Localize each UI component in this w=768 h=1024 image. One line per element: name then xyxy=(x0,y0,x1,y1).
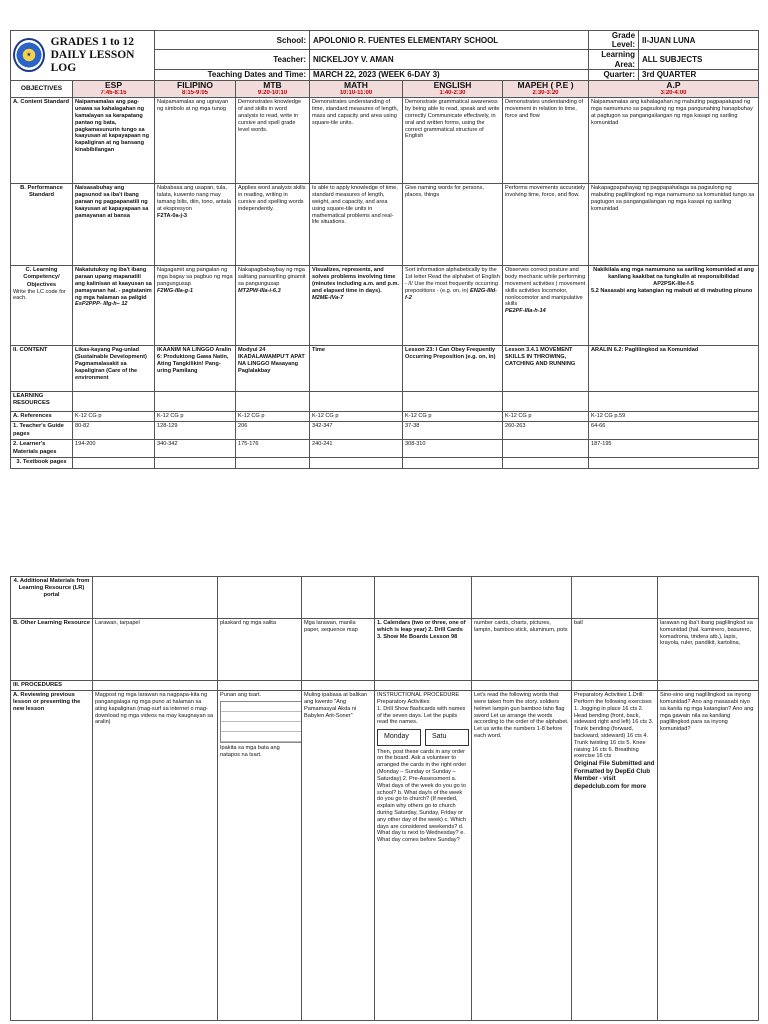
references-esp: K-12 CG p xyxy=(73,412,155,422)
content-standard-english: Demonstrate grammatical awareness by being able to read, speak and write correctly Communicate effectively, in oral and written forms, using the correct grammatical structure of English xyxy=(403,98,503,184)
content-filipino: IKAANIM NA LINGGO Aralin 6: Produktong Gawa Natin, Ating Tangkilikin! Pang-uring Pamilang xyxy=(155,346,236,392)
content-standard-mapeh: Demonstrates understanding of movement in relation to time, force and flow xyxy=(503,98,589,184)
row-label-procedures: III. PROCEDURES xyxy=(11,681,93,691)
competency-english xyxy=(403,266,503,346)
competency-mtb-text: Nakapagbabaybay ng mga salitang pansariling ginamit sa pangungusap xyxy=(238,267,306,288)
day-card-monday: Monday xyxy=(377,729,421,746)
lm-esp: 194-200 xyxy=(73,440,155,458)
content-esp: Likas-kayang Pag-unlad (Sustainable Development) Pagmamalasakit sa kapaligiran (Care of the environment xyxy=(73,346,155,392)
reviewing-mapeh xyxy=(572,691,658,1021)
competency-filipino-text: Nagagamit ang pangalan ng mga bagay sa pagbuo ng mga pangungusap xyxy=(157,267,233,288)
subject-english: ENGLISH xyxy=(403,80,503,90)
time-mtb: 9:20-10:10 xyxy=(236,90,310,98)
competency-math xyxy=(310,266,403,346)
content-standard-filipino: Naipamamalas ang ugnayan ng simbolo at ng mga tunog xyxy=(155,98,236,184)
subject-filipino: FILIPINO xyxy=(155,80,236,90)
time-ap: 3:20-4:00 xyxy=(589,90,759,98)
content-standard-ap: Naipamamalas ang kahalagahan ng mabuting pagpapatupad ng mga namumuno sa pagsulong ng mga pangunahing hanapbuhay at pagtugon sa pangangailangan ng mga kasapi ng sariling komunidad xyxy=(589,98,759,184)
competency-esp xyxy=(73,266,155,346)
competency-esp-code: EsP2PPP- IIIg-h– 12 xyxy=(75,301,128,308)
reviewing-math-head: INSTRUCTIONAL PROCEDURE xyxy=(377,692,460,699)
subject-mtb: MTB xyxy=(236,80,310,90)
content-ap: ARALIN 6.2: Paglilingkod sa Komunidad xyxy=(589,346,759,392)
grade-value: II-JUAN LUNA xyxy=(639,31,759,50)
tg-english: 37-38 xyxy=(403,422,503,440)
tg-math: 342-347 xyxy=(310,422,403,440)
content-standard-esp: Naipamamalas ang pag-unawa sa kahalagahan ng kamalayan sa karapatang pantao ng bata, pagkamasunurin tungo sa kaayusan at kapayapaan ng kapaligiran at ng bansang kinabibilangan xyxy=(73,98,155,184)
competency-label: C. Learning Competency/ Objectives xyxy=(23,267,60,288)
dates-value: MARCH 22, 2023 (WEEK 6-DAY 3) xyxy=(310,69,589,80)
dates-label: Teaching Dates and Time: xyxy=(155,69,310,80)
row-label-references: A. References xyxy=(11,412,73,422)
competency-esp-text: Nakatutukoy ng iba't ibang paraan upang mapanatili ang kalinisan at kaayusan sa pamayanan hal. - pagtatanim ng mga halaman sa paligid xyxy=(75,267,152,301)
row-label-learners-materials: 2. Learner's Materials pages xyxy=(11,440,73,458)
quarter-label: Quarter: xyxy=(589,69,639,80)
row-label-other-resources: B. Other Learning Resource xyxy=(11,619,93,681)
competency-filipino xyxy=(155,266,236,346)
subject-mapeh: MAPEH ( P.E ) xyxy=(503,80,589,90)
reviewing-filipino-b: Ipakita sa mga bata ang natapos na tsart. xyxy=(220,744,280,758)
lm-ap: 187-195 xyxy=(589,440,759,458)
time-english: 1:40-2:30 xyxy=(403,90,503,98)
competency-math-code: M2ME-IVa-7 xyxy=(312,294,344,301)
performance-standard-english: Give naming words for persons, places, things xyxy=(403,184,503,266)
competency-filipino-code: F2WG-IIIa-g-1 xyxy=(157,287,194,294)
tg-filipino: 128-129 xyxy=(155,422,236,440)
content-mtb: Modyul 24 IKADALAWAMPU'T APAT NA LINGGO Masayang Paglalakbay xyxy=(236,346,310,392)
reviewing-ap: Sino-sino ang naglilingkod sa inyong komunidad? Ano ang masasabi niyo sa kanila ng mga katangian? Ano ang mga gawain nila sa kanilang paglilingkod para sa inyong komunidad? xyxy=(658,691,759,1021)
competency-mtb-code: MT2PW-IIIa-i-6.3 xyxy=(238,287,281,294)
tg-mapeh: 260-263 xyxy=(503,422,589,440)
competency-mapeh-text: Observes correct posture and body mechanic while performing movement activities ) movement skills activities locomotor, nonlocomotor and manipulative skills xyxy=(505,267,586,308)
day-cards xyxy=(377,729,469,746)
reviewing-esp: Magpost ng mga larawan na nagpapa-kita ng pangangalaga ng mga puno at halaman sa ating kapaligiran (mag-surf sa internet o mag-download ng mga videos na may kaugnayan sa aralin) xyxy=(93,691,218,1021)
competency-mtb xyxy=(236,266,310,346)
references-mapeh: K-12 CG p xyxy=(503,412,589,422)
time-math: 10:10-11:00 xyxy=(310,90,403,98)
row-label-content: II. CONTENT xyxy=(11,346,73,392)
subject-esp: ESP xyxy=(73,80,155,90)
chart-image xyxy=(220,701,302,743)
title-line2: DAILY LESSON LOG xyxy=(50,48,135,74)
competency-ap xyxy=(589,266,759,346)
competency-ap-text: Nakikilala ang mga namumuno sa sariling komunidad at ang kanilang kaakibat na tungkulin at responsibilidad xyxy=(593,267,754,281)
other-filipino: plaskard ng mga salita xyxy=(218,619,302,681)
row-label-content-standard: A. Content Standard xyxy=(11,98,73,184)
performance-standard-filipino-code: F2TA-0a-j-3 xyxy=(157,212,188,219)
competency-mapeh-code: PE2PF-IIIa-h-14 xyxy=(505,308,546,315)
competency-english-text: Sort information alphabetically by the 1st letter Read the alphabet of English - /l/ Use the most frequently occurring prepositions - (e.g. on, in) xyxy=(405,267,500,294)
tg-ap: 64-66 xyxy=(589,422,759,440)
references-ap: K-12 CG p.59 xyxy=(589,412,759,422)
day-card-saturday: Satu xyxy=(425,729,469,746)
performance-standard-esp: Naisasabuhay ang pagsunod sa iba't ibang paraan ng pagpapanatili ng kaayusan at kapayapaan sa pamayanan at bansa xyxy=(73,184,155,266)
performance-standard-mapeh: Performs movements accurately involving time, force, and flow. xyxy=(503,184,589,266)
subject-ap: A.P xyxy=(589,80,759,90)
objectives-header: OBJECTIVES xyxy=(11,80,73,98)
row-label-learning-resources: LEARNING RESOURCES xyxy=(11,392,73,412)
log-title-block xyxy=(11,31,155,81)
content-standard-mtb: Demonstrates knowledge of and skills in word analysis to read, write in cursive and spell grade level words. xyxy=(236,98,310,184)
title-line1: GRADES 1 to 12 xyxy=(50,35,135,48)
lm-filipino: 340-342 xyxy=(155,440,236,458)
references-english: K-12 CG p xyxy=(403,412,503,422)
other-mapeh: ball xyxy=(572,619,658,681)
content-standard-math: Demonstrates understanding of time, standard measures of length, mass and capacity and area using square-tile units. xyxy=(310,98,403,184)
reviewing-mtb xyxy=(302,691,375,1021)
time-esp: 7:45-8:15 xyxy=(73,90,155,98)
references-mtb: K-12 CG p xyxy=(236,412,310,422)
reviewing-filipino-a: Punan ang tsart. xyxy=(220,692,262,699)
row-label-performance-standard: B. Performance Standard xyxy=(11,184,73,266)
other-esp: Larawan, tarpapel xyxy=(93,619,218,681)
competency-math-text: Visualizes, represents, and solves problems involving time (minutes including a.m. and p.m. and elapsed time in days). xyxy=(312,267,400,294)
row-label-textbook: 3. Textbook pages xyxy=(11,458,73,468)
content-english: Lesson 23: I Can Obey Frequently Occurring Preposition (e.g. on, in) xyxy=(403,346,503,392)
lm-mapeh xyxy=(503,440,589,458)
teacher-value: NICKELJOY V. AMAN xyxy=(310,50,589,69)
lm-mtb: 175-176 xyxy=(236,440,310,458)
quarter-value: 3rd QUARTER xyxy=(639,69,759,80)
subject-math: MATH xyxy=(310,80,403,90)
other-math: 1. Calendars (two or three, one of which is leap year) 2. Drill Cards 3. Show Me Boards Lesson 98 xyxy=(375,619,472,681)
content-math: Time xyxy=(310,346,403,392)
competency-english-code: EN2G-IIId-f-2 xyxy=(405,287,498,301)
lm-english: 308-310 xyxy=(403,440,503,458)
school-value: APOLONIO R. FUENTES ELEMENTARY SCHOOL xyxy=(310,31,589,50)
tg-mtb: 206 xyxy=(236,422,310,440)
other-ap: larawan ng iba't ibang paglilingkod sa komunidad (hal. kaminero, basurero, komadrona, tindera atb.), lapis, krayola, ruler, pandikit, kartolina, xyxy=(658,619,759,681)
competency-ap-code: AP2PSK-IIIe-f-5 xyxy=(653,281,694,288)
reviewing-math xyxy=(375,691,472,1021)
time-mapeh: 2:30-3:20 xyxy=(503,90,589,98)
row-label-teachers-guide: 1. Teacher's Guide pages xyxy=(11,422,73,440)
reviewing-math-sub: Preparatory Activities xyxy=(377,698,430,705)
reviewing-mapeh-note: Original File Submitted and Formatted by DepEd Club Member - visit depedclub.com for more xyxy=(574,760,655,790)
teacher-label: Teacher: xyxy=(155,50,310,69)
lesson-log-table-page2 xyxy=(10,576,759,1021)
reviewing-english: Let's read the following words that were taken from the story. soldiers helmet lampin gun bamboo taho flag sword Let us arrange the words according to the order of the alphabet. Let us write the numbers 1-8 before each word. xyxy=(472,691,572,1021)
competency-mapeh xyxy=(503,266,589,346)
deped-seal-icon: ★ xyxy=(13,38,45,72)
lesson-log-table-page1 xyxy=(10,30,759,469)
lm-math: 240-241 xyxy=(310,440,403,458)
tg-esp: 80-82 xyxy=(73,422,155,440)
performance-standard-ap: Nakapagpapahayag ng pagpapahalaga sa pagsulong ng mabuting paglilingkod ng mga namumuno sa komunidad tungo sa pagtugon sa pangangailangan ng mga kasapi ng sariling komunidad xyxy=(589,184,759,266)
area-label: Learning Area: xyxy=(589,50,639,69)
performance-standard-filipino xyxy=(155,184,236,266)
reviewing-filipino xyxy=(218,691,302,1021)
references-math: K-12 CG p xyxy=(310,412,403,422)
row-label-competency xyxy=(11,266,73,346)
grade-label: Grade Level: xyxy=(589,31,639,50)
row-label-reviewing: A. Reviewing previous lesson or presenting the new lesson xyxy=(11,691,93,1021)
school-label: School: xyxy=(155,31,310,50)
area-value: ALL SUBJECTS xyxy=(639,50,759,69)
performance-standard-filipino-text: Nababasa ang usapan, tula, talata, kuwento nang may tamang bilis, diin, tono, antala at ekspresyon xyxy=(157,185,232,212)
time-filipino: 8:15-9:05 xyxy=(155,90,236,98)
reviewing-mtb-text: Muling ipabasa at balikan ang kwento "Ang Pamamasyal Akda ni Babylen Arit-Soner" xyxy=(304,692,368,719)
competency-ap-extra: 5.2 Nasasabi ang katangian ng mabuti at di mabuting pinuno xyxy=(591,287,753,294)
performance-standard-mtb: Applies word analysis skills in reading, writing in cursive and spelling words independently. xyxy=(236,184,310,266)
reviewing-math-p2: Then, post these cards in any order on the board. Ask a volunteer to arranged the cards in the right order (Monday – Sunday or Sunday – Saturday) 2. Pre-Assessment a. What days of the week do you go to school? b. What day/s of the week do you go to church? (If needed, explain why others go to church during Saturday, Sunday, Friday or any other day of the week) c. Which days are considered weekends? d. What day is next to Wednesday? e. What day comes before Sunday? xyxy=(377,748,467,844)
other-mtb: Mga larawan, manila paper, sequence map xyxy=(302,619,375,681)
performance-standard-math: Is able to apply knowledge of time, standard measures of length, weight, and capacity, and area using square-tile units in mathematical problems and real-life situations. xyxy=(310,184,403,266)
row-label-additional: 4. Additional Materials from Learning Resource (LR) portal xyxy=(11,577,93,619)
other-english: number cards, charts, pictures, lampin, bamboo stick, aluminum, pots xyxy=(472,619,572,681)
content-mapeh: Lesson 3.4.1 MOVEMENT SKILLS IN THROWING, CATCHING AND RUNNING xyxy=(503,346,589,392)
references-filipino: K-12 CG p xyxy=(155,412,236,422)
reviewing-mapeh-text: Preparatory Activities 1.Drill: Perform the following exercises 1. Jogging in place 16 cts 2. Head bending (front, back, sideward right and left) 16 cts 3. Trunk bending (forward, backward, sideward) 16 cts 4. Trunk twisting 16 cts 5. Knee raising 16 cts 6. Breathing exercise 16 cts xyxy=(574,692,654,760)
competency-note: Write the LC code for each. xyxy=(13,288,66,302)
reviewing-math-p1: 1. Drill Show flashcards with names of the seven days. Let the pupils read the names. xyxy=(377,705,466,726)
